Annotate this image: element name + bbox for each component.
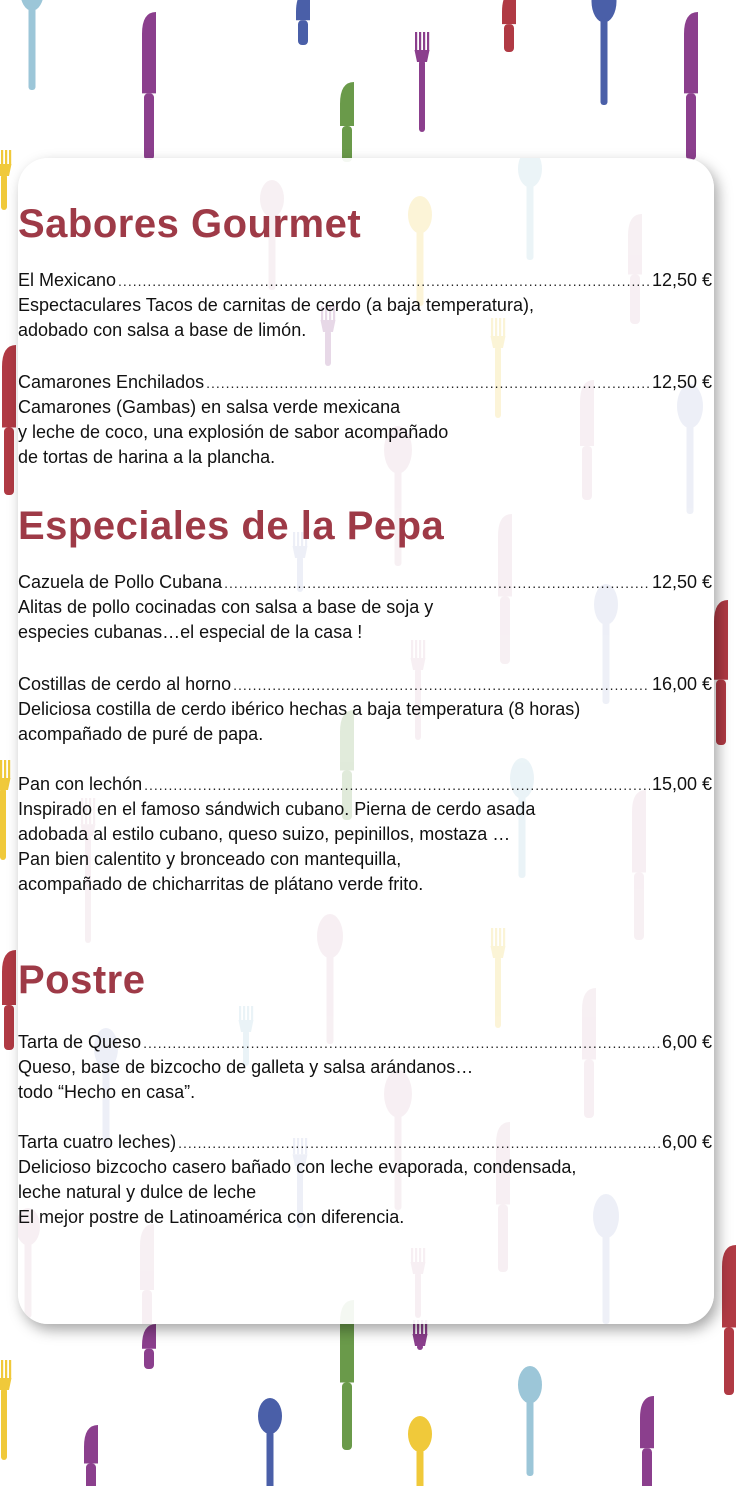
item-price: 15,00 € (651, 774, 712, 794)
knife-icon (340, 82, 354, 162)
dot-leader (206, 371, 650, 395)
description-line: acompañado de chicharritas de plátano verde frito. (18, 874, 424, 894)
fork-icon (411, 1248, 426, 1318)
knife-icon (84, 1425, 98, 1486)
item-price: 12,50 € (651, 372, 712, 392)
description-line: Inspirado en el famoso sándwich cubano. Pierna de cerdo asada (18, 799, 536, 819)
description-line: especies cubanas…el especial de la casa ! (18, 622, 363, 642)
item-price: 6,00 € (661, 1032, 712, 1052)
item-description (18, 697, 712, 747)
fork-icon (0, 760, 11, 860)
dot-leader (178, 1131, 660, 1155)
item-description (18, 1155, 712, 1230)
spoon-icon (20, 0, 44, 90)
item-price: 12,50 € (651, 572, 712, 592)
item-description (18, 797, 712, 897)
knife-icon (502, 0, 516, 52)
fork-icon (413, 1320, 428, 1350)
item-name: Cazuela de Pollo Cubana (18, 572, 223, 592)
description-line: todo “Hecho en casa”. (18, 1082, 196, 1102)
menu-item-tarta-cuatro-leches (18, 1130, 712, 1230)
knife-icon (2, 950, 16, 1050)
menu-card (18, 158, 714, 1324)
item-name: Costillas de cerdo al horno (18, 674, 232, 694)
knife-icon (142, 1324, 156, 1369)
item-name: Tarta de Queso (18, 1032, 142, 1052)
dot-leader (118, 269, 650, 293)
item-name: Tarta cuatro leches) (18, 1132, 177, 1152)
fork-icon (491, 928, 506, 1028)
knife-icon (722, 1245, 736, 1395)
item-description (18, 293, 712, 343)
description-line: Deliciosa costilla de cerdo ibérico hechas a baja temperatura (8 horas) (18, 699, 581, 719)
section-title-postre: Postre (18, 958, 146, 1002)
description-line: Delicioso bizcocho casero bañado con leche evaporada, condensada, (18, 1157, 577, 1177)
item-description (18, 1055, 712, 1105)
section-title-especiales-de-la-pepa: Especiales de la Pepa (18, 504, 445, 548)
description-line: Alitas de pollo cocinadas con salsa a base de soja y (18, 597, 434, 617)
spoon-icon (518, 1366, 542, 1476)
fork-icon (415, 32, 430, 132)
description-line: acompañado de puré de papa. (18, 724, 264, 744)
menu-item-cazuela-de-pollo-cubana (18, 570, 712, 645)
description-line: El mejor postre de Latinoamérica con diferencia. (18, 1207, 405, 1227)
description-line: adobada al estilo cubano, queso suizo, pepinillos, mostaza … (18, 824, 511, 844)
menu-item-camarones-enchilados (18, 370, 712, 470)
spoon-icon (258, 1398, 282, 1486)
spoon-icon (592, 0, 617, 105)
knife-icon (640, 1396, 654, 1486)
item-description (18, 595, 712, 645)
description-line: de tortas de harina a la plancha. (18, 447, 276, 467)
item-name: El Mexicano (18, 270, 117, 290)
item-price: 12,50 € (651, 270, 712, 290)
description-line: Espectaculares Tacos de carnitas de cerdo (a baja temperatura), (18, 295, 534, 315)
knife-icon (142, 12, 156, 160)
description-line: leche natural y dulce de leche (18, 1182, 257, 1202)
item-description (18, 395, 712, 470)
description-line: adobado con salsa a base de limón. (18, 320, 307, 340)
fork-icon (0, 150, 12, 210)
knife-icon (2, 345, 16, 495)
spoon-icon (317, 914, 343, 1044)
dot-leader (224, 571, 650, 595)
dot-leader (233, 673, 650, 697)
description-line: Camarones (Gambas) en salsa verde mexicana (18, 397, 401, 417)
knife-icon (140, 1224, 154, 1324)
section-title-sabores-gourmet: Sabores Gourmet (18, 202, 362, 246)
item-name: Pan con lechón (18, 774, 143, 794)
dot-leader (143, 1031, 660, 1055)
item-price: 16,00 € (651, 674, 712, 694)
fork-icon (0, 1360, 12, 1460)
menu-item-pan-con-lechon (18, 772, 712, 897)
dot-leader (144, 773, 650, 797)
menu-item-el-mexicano (18, 268, 712, 343)
description-line: Pan bien calentito y bronceado con mantequilla, (18, 849, 402, 869)
item-name: Camarones Enchilados (18, 372, 205, 392)
item-price: 6,00 € (661, 1132, 712, 1152)
knife-icon (296, 0, 310, 45)
spoon-icon (518, 158, 542, 260)
spoon-icon (408, 1416, 432, 1486)
menu-item-costillas-de-cerdo-al-horno (18, 672, 712, 747)
description-line: Queso, base de bizcocho de galleta y salsa arándanos… (18, 1057, 474, 1077)
description-line: y leche de coco, una explosión de sabor acompañado (18, 422, 449, 442)
knife-icon (684, 12, 698, 160)
menu-item-tarta-de-queso (18, 1030, 712, 1105)
knife-icon (714, 600, 728, 745)
